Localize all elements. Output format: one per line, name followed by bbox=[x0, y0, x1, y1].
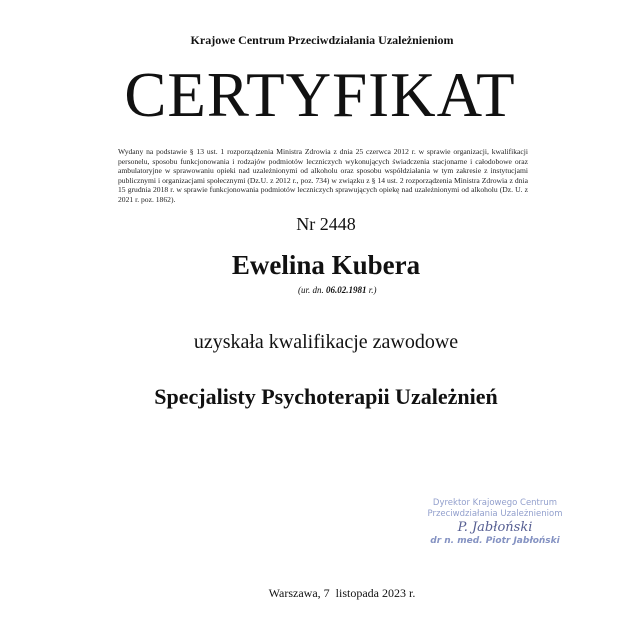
organization-name: Krajowe Centrum Przeciwdziałania Uzależnieniom bbox=[190, 33, 454, 47]
legal-basis-text: Wydany na podstawie § 13 ust. 1 rozporządzenia Ministra Zdrowia z dnia 25 czerwca 2012 r. w sprawie organizacji, kwalifikacji personelu, sposobu funkcjonowania i rodzajów podmiotów leczniczych wykonujących świadczenia stacjonarne i całodobowe oraz ambulatoryjne w sprawowaniu opieki nad uzależnionymi od alkoholu oraz sposobu współdziałania w tym zakresie z instytucjami publicznymi i organizacjami społecznymi (Dz.U. z 2012 r., poz. 734) w związku z § 14 ust. 2 rozporządzenia Ministra Zdrowia z dnia 15 grudnia 2018 r. w sprawie funkcjonowania podmiotów leczniczych sprawujących opiekę nad uzależnionymi od alkoholu (Dz. U. z 2021 r. poz. 1862). bbox=[118, 147, 528, 204]
stamp-line-2: Przeciwdziałania Uzależnieniom bbox=[427, 509, 563, 519]
birth-prefix: (ur. dn. bbox=[298, 285, 324, 295]
stamp-person: dr n. med. Piotr Jabłoński bbox=[430, 536, 560, 546]
birth-date-value: 06.02.1981 bbox=[326, 285, 367, 295]
stamp-line-1: Dyrektor Krajowego Centrum bbox=[432, 498, 558, 508]
qualification-text: uzyskała kwalifikacje zawodowe bbox=[193, 331, 459, 353]
place-and-date: Warszawa, 7 listopada 2023 r. bbox=[268, 586, 416, 600]
signature: P. Jabłoński bbox=[457, 520, 533, 535]
birth-suffix: r.) bbox=[368, 285, 377, 295]
director-stamp bbox=[420, 498, 570, 547]
specialization: Specjalisty Psychoterapii Uzależnień bbox=[154, 384, 498, 409]
holder-name: Ewelina Kubera bbox=[231, 250, 421, 280]
certificate-number: Nr 2448 bbox=[296, 214, 356, 234]
certificate-title: CERTYFIKAT bbox=[124, 60, 516, 130]
birth-date bbox=[298, 285, 377, 295]
